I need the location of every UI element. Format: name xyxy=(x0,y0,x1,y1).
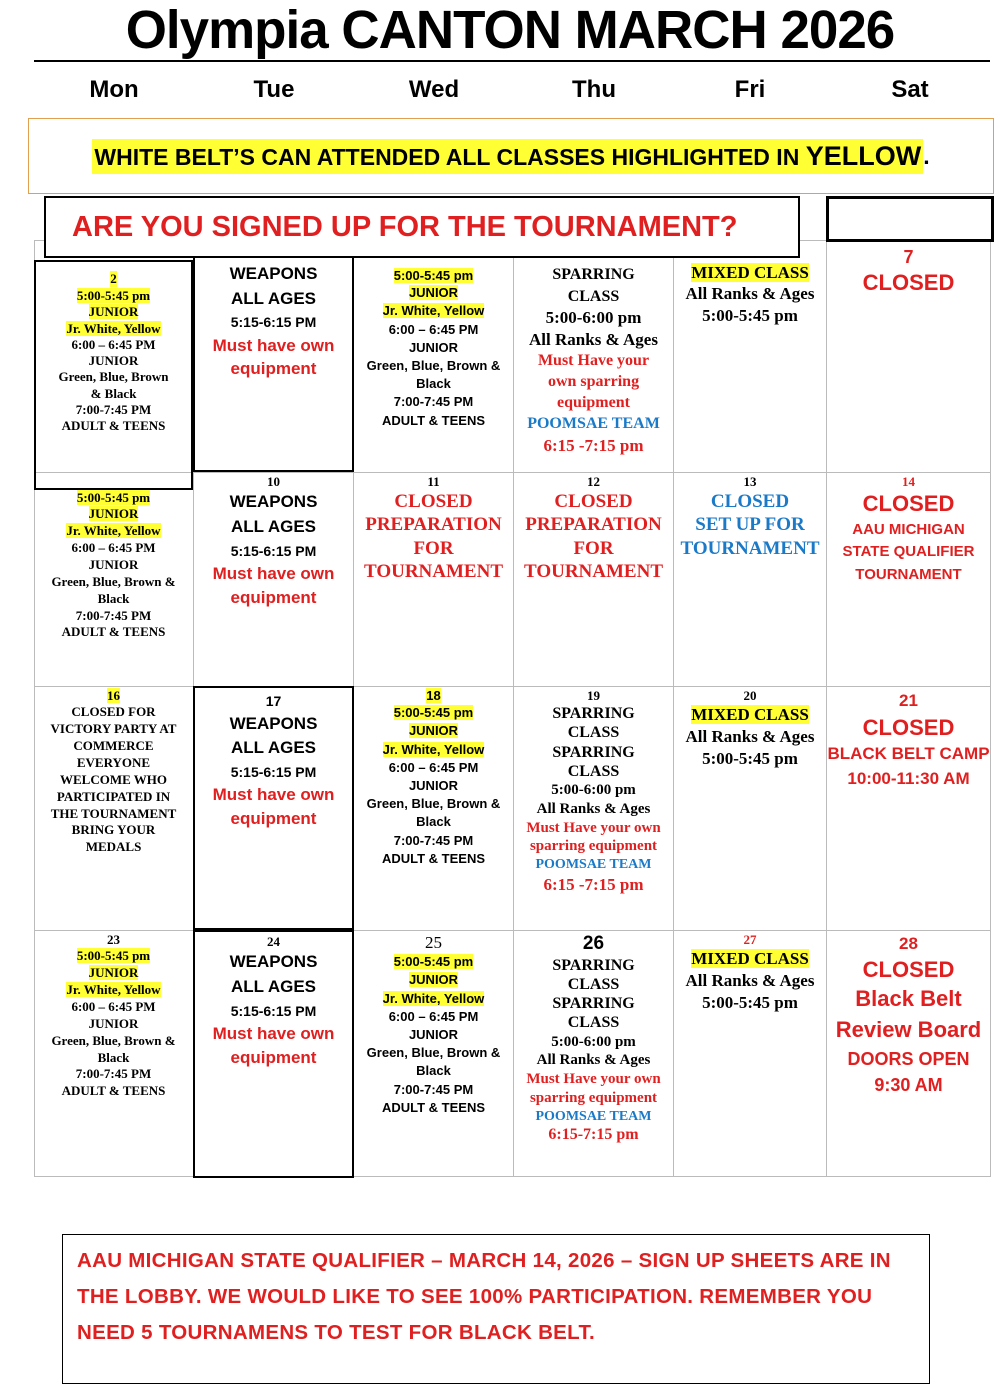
closed-label: CLOSED xyxy=(710,491,790,513)
class-name: WEAPONS xyxy=(229,952,318,972)
class-level: ALL AGES xyxy=(230,288,316,308)
class-level: JUNIOR xyxy=(88,353,139,368)
class-note: Must Have your own xyxy=(526,819,661,836)
weekday-tue: Tue xyxy=(253,76,295,103)
day-cell-2 xyxy=(34,260,193,490)
day-cell-27 xyxy=(674,932,826,1176)
day-number: 20 xyxy=(743,688,757,703)
class-time: 7:00-7:45 PM xyxy=(75,1066,152,1082)
class-name: SPARRING xyxy=(552,995,635,1013)
class-level: All Ranks & Ages xyxy=(685,726,815,746)
day-number: 18 xyxy=(426,688,441,703)
day-cell-20 xyxy=(674,688,826,930)
special-note: AAU MICHIGAN xyxy=(852,520,965,538)
day-number: 19 xyxy=(587,688,600,703)
class-time: 5:00-5:45 pm xyxy=(702,748,798,768)
day-cell-5 xyxy=(514,264,673,472)
class-time: 5:00-5:45 pm xyxy=(702,992,798,1012)
class-note: equipment xyxy=(557,393,630,411)
weekday-mon: Mon xyxy=(89,76,139,103)
class-time: 7:00-7:45 PM xyxy=(75,401,152,417)
class-time: 5:00-6:00 pm xyxy=(551,782,636,798)
class-name: CLASS xyxy=(567,1014,620,1032)
special-note: TOURNAMENT xyxy=(524,560,663,582)
day-number: 21 xyxy=(899,691,918,710)
day-cell-13 xyxy=(674,474,826,686)
special-note: VICTORY PARTY AT xyxy=(50,721,177,737)
class-ranks: Jr. White, Yellow xyxy=(66,523,161,539)
class-name: CLASS xyxy=(567,287,620,305)
class-note: Must have own xyxy=(212,1023,335,1043)
class-note: equipment xyxy=(230,809,317,829)
class-level: All Ranks & Ages xyxy=(529,330,658,350)
day-cell-14 xyxy=(827,474,990,686)
class-level: JUNIOR xyxy=(88,556,139,572)
class-level: ALL AGES xyxy=(230,976,316,996)
day-cell-10 xyxy=(193,472,354,686)
day-number: 12 xyxy=(587,474,600,489)
weekday-header xyxy=(0,76,1000,106)
class-note: equipment xyxy=(230,1047,317,1067)
class-time: 6:15 -7:15 pm xyxy=(543,435,644,455)
day-number: 23 xyxy=(107,932,120,947)
day-cell-28 xyxy=(827,932,990,1176)
class-name: WEAPONS xyxy=(229,492,318,512)
day-cell-17 xyxy=(193,686,354,930)
class-level: JUNIOR xyxy=(408,723,459,739)
day-number: 26 xyxy=(582,933,605,954)
class-ranks: Green, Blue, Brown xyxy=(58,369,169,385)
class-ranks: Black xyxy=(97,1049,130,1065)
special-note: FOR xyxy=(573,537,614,559)
special-note: EVERYONE xyxy=(76,754,151,770)
class-time: 5:00-5:45 pm xyxy=(76,490,151,505)
special-note: TOURNAMENT xyxy=(680,537,820,559)
saturday-header-box xyxy=(826,196,994,242)
class-time: 5:00-5:45 pm xyxy=(393,705,474,721)
class-level: ADULT & TEENS xyxy=(381,1099,486,1115)
closed-label: CLOSED xyxy=(862,956,955,982)
class-ranks: & Black xyxy=(90,385,137,401)
white-belt-notice xyxy=(28,118,994,194)
day-number: 16 xyxy=(107,688,120,703)
day-number: 14 xyxy=(902,474,915,489)
special-note: 9:30 AM xyxy=(874,1075,943,1096)
class-time: 7:00-7:45 PM xyxy=(75,607,152,623)
class-ranks: Jr. White, Yellow xyxy=(66,982,161,998)
class-time: 7:00-7:45 PM xyxy=(393,394,474,410)
class-time: 6:15 -7:15 pm xyxy=(543,874,644,894)
class-note: equipment xyxy=(230,587,317,607)
day-number: 24 xyxy=(267,934,280,949)
special-note: COMMERCE xyxy=(73,738,154,754)
day-cell-6 xyxy=(674,262,826,472)
special-note: CLOSED FOR xyxy=(71,704,156,720)
special-note: PREPARATION xyxy=(365,514,502,536)
class-time: 6:00 – 6:45 PM xyxy=(388,321,479,337)
class-name: SPARRING xyxy=(552,266,635,283)
closed-label: CLOSED xyxy=(554,491,633,513)
class-name: WEAPONS xyxy=(229,264,318,283)
class-level: JUNIOR xyxy=(88,506,139,522)
class-time: 5:00-5:45 pm xyxy=(702,306,798,326)
day-cell-19 xyxy=(514,688,673,930)
class-level: ALL AGES xyxy=(230,738,316,758)
class-ranks: Green, Blue, Brown & xyxy=(51,1032,176,1048)
class-level: ADULT & TEENS xyxy=(381,412,486,428)
class-level: All Ranks & Ages xyxy=(536,800,651,817)
class-ranks: Green, Blue, Brown & xyxy=(51,573,176,589)
class-time: 5:00-5:45 pm xyxy=(393,268,474,283)
class-ranks: Jr. White, Yellow xyxy=(66,320,161,336)
class-time: 7:00-7:45 PM xyxy=(393,832,474,848)
class-name: SPARRING xyxy=(552,705,635,723)
class-level: JUNIOR xyxy=(408,1027,459,1042)
white-belt-notice-emph: YELLOW xyxy=(805,140,922,171)
day-number: 2 xyxy=(110,271,117,286)
class-time: 6:00 – 6:45 PM xyxy=(388,1008,479,1024)
class-time: 5:15-6:15 PM xyxy=(230,763,317,780)
page-title: Olympia CANTON MARCH 2026 xyxy=(125,0,895,60)
day-number: 17 xyxy=(265,693,282,709)
day-cell-9 xyxy=(34,490,193,686)
class-note: own sparring xyxy=(547,373,640,391)
class-level: ADULT & TEENS xyxy=(61,418,166,433)
day-cell-25 xyxy=(354,932,513,1176)
special-note: 10:00-11:30 AM xyxy=(847,768,970,788)
class-name: MIXED CLASS xyxy=(691,949,809,969)
class-name: POOMSAE TEAM xyxy=(527,414,660,432)
special-note: MEDALS xyxy=(85,839,142,855)
class-ranks: Green, Blue, Brown & xyxy=(366,358,501,373)
day-cell-18 xyxy=(354,688,513,930)
day-cell-26 xyxy=(514,932,673,1176)
class-note: sparring equipment xyxy=(529,838,658,855)
day-number: 25 xyxy=(425,933,442,952)
weekday-wed: Wed xyxy=(408,76,460,103)
class-time: 6:00 – 6:45 PM xyxy=(71,998,156,1014)
day-cell-23 xyxy=(34,932,193,1176)
day-cell-16 xyxy=(34,688,193,930)
special-note: Black Belt xyxy=(855,986,962,1012)
class-level: ADULT & TEENS xyxy=(381,850,486,866)
class-note: equipment xyxy=(230,359,317,379)
class-ranks: Black xyxy=(416,814,451,830)
class-name: WEAPONS xyxy=(229,713,318,733)
class-time: 5:00-6:00 pm xyxy=(545,308,642,328)
class-ranks: Jr. White, Yellow xyxy=(382,990,485,1006)
day-number: 28 xyxy=(899,934,918,953)
special-note: TOURNAMENT xyxy=(855,565,962,583)
day-cell-3 xyxy=(193,256,354,472)
title-underline xyxy=(34,60,990,62)
class-time: 5:15-6:15 PM xyxy=(230,1002,317,1019)
day-cell-21 xyxy=(827,688,990,930)
special-note: THE TOURNAMENT xyxy=(50,805,177,821)
class-name: CLASS xyxy=(567,975,620,993)
day-number: 10 xyxy=(267,474,280,489)
class-level: ALL AGES xyxy=(230,516,316,536)
class-ranks: Black xyxy=(97,590,130,606)
class-note: Must Have your xyxy=(537,352,650,370)
day-number: 11 xyxy=(427,474,440,489)
class-note: Must Have your own xyxy=(526,1071,661,1087)
class-name: MIXED CLASS xyxy=(691,263,809,282)
special-note: BLACK BELT CAMP xyxy=(827,744,990,764)
class-ranks: Jr. White, Yellow xyxy=(382,303,485,319)
class-time: 5:00-6:00 pm xyxy=(551,1033,636,1050)
class-name: POOMSAE TEAM xyxy=(535,1108,652,1124)
class-time: 5:15-6:15 PM xyxy=(230,542,317,559)
day-cell-7 xyxy=(827,246,990,472)
class-note: Must have own xyxy=(212,563,335,583)
special-note: STATE QUALIFIER xyxy=(842,543,975,561)
class-level: JUNIOR xyxy=(408,339,459,355)
closed-label: CLOSED xyxy=(862,714,955,740)
class-level: All Ranks & Ages xyxy=(685,970,815,990)
class-name: POOMSAE TEAM xyxy=(535,857,652,872)
class-level: JUNIOR xyxy=(88,304,139,320)
special-note: Review Board xyxy=(835,1017,982,1043)
day-number: 13 xyxy=(743,474,757,489)
special-note: PREPARATION xyxy=(525,514,662,536)
day-number: 7 xyxy=(903,247,914,267)
special-note: DOORS OPEN xyxy=(847,1048,970,1069)
day-cell-4 xyxy=(354,268,513,472)
class-time: 5:00-5:45 pm xyxy=(393,954,474,970)
class-level: JUNIOR xyxy=(408,285,459,301)
class-time: 5:00-5:45 pm xyxy=(76,948,151,964)
class-level: ADULT & TEENS xyxy=(61,1083,166,1099)
class-level: JUNIOR xyxy=(88,1015,139,1031)
class-level: JUNIOR xyxy=(88,965,139,981)
special-note: BRING YOUR xyxy=(71,822,156,838)
class-time: 6:00 – 6:45 PM xyxy=(71,540,156,556)
class-time: 6:00 – 6:45 PM xyxy=(71,336,156,352)
closed-label: CLOSED xyxy=(862,269,955,295)
class-level: All Ranks & Ages xyxy=(685,284,815,304)
white-belt-notice-text: WHITE BELT’S CAN ATTENDED ALL CLASSES HIGHLIGHTED IN xyxy=(94,143,806,170)
class-level: ADULT & TEENS xyxy=(61,624,166,640)
closed-label: CLOSED xyxy=(394,491,473,513)
class-time: 5:00-5:45 pm xyxy=(76,288,151,303)
class-ranks: Green, Blue, Brown & xyxy=(366,1045,501,1061)
weekday-fri: Fri xyxy=(734,76,766,103)
weekday-sat: Sat xyxy=(891,76,929,103)
class-name: SPARRING xyxy=(552,956,635,974)
class-level: JUNIOR xyxy=(408,972,459,988)
class-time: 6:15-7:15 pm xyxy=(548,1126,639,1143)
class-name: SPARRING xyxy=(552,743,635,761)
weekday-thu: Thu xyxy=(572,76,616,103)
class-name: MIXED CLASS xyxy=(691,705,809,725)
day-cell-24 xyxy=(193,930,354,1178)
class-time: 5:15-6:15 PM xyxy=(230,314,317,331)
calendar-grid xyxy=(34,240,991,1177)
class-name: CLASS xyxy=(567,724,620,742)
white-belt-notice-highlight xyxy=(92,139,923,174)
class-level: JUNIOR xyxy=(408,778,459,793)
special-note: SET UP FOR xyxy=(695,514,805,536)
class-note: Must have own xyxy=(212,335,335,355)
special-note: FOR xyxy=(413,537,454,559)
tournament-question: ARE YOU SIGNED UP FOR THE TOURNAMENT? xyxy=(44,196,800,258)
closed-label: CLOSED xyxy=(862,491,955,517)
special-note: WELCOME WHO xyxy=(59,771,168,787)
class-note: sparring equipment xyxy=(529,1089,658,1106)
class-note: Must have own xyxy=(212,785,335,805)
class-name: CLASS xyxy=(567,762,620,780)
special-note: TOURNAMENT xyxy=(364,560,503,582)
day-number: 27 xyxy=(743,932,757,947)
day-cell-11 xyxy=(354,474,513,686)
class-ranks: Green, Blue, Brown & xyxy=(366,796,501,812)
white-belt-notice-end: . xyxy=(923,142,930,169)
class-time: 7:00-7:45 PM xyxy=(393,1081,474,1097)
class-ranks: Black xyxy=(416,376,451,392)
class-ranks: Jr. White, Yellow xyxy=(382,741,485,757)
class-time: 6:00 – 6:45 PM xyxy=(388,759,479,775)
special-note: PARTICIPATED IN xyxy=(56,788,171,804)
tournament-notice: AAU MICHIGAN STATE QUALIFIER – MARCH 14, 2026 – SIGN UP SHEETS ARE IN THE LOBBY. WE WOULD LIKE TO SEE 100% PARTICIPATION. REMEMBER YOU NEED 5 TOURNAMENS TO TEST FOR BLACK BELT. xyxy=(62,1234,930,1384)
day-cell-12 xyxy=(514,474,673,686)
class-level: All Ranks & Ages xyxy=(536,1052,651,1069)
class-ranks: Black xyxy=(416,1063,451,1079)
